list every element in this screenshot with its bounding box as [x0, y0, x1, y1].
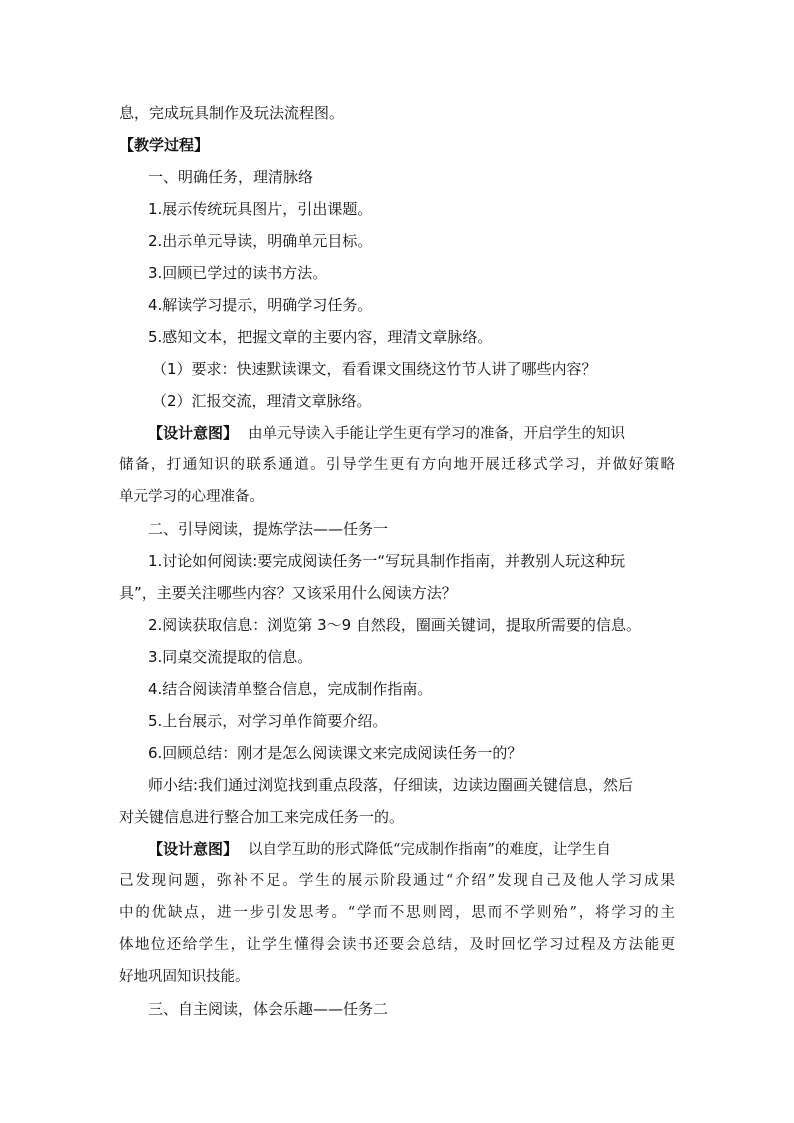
section-heading-teaching-process: 【教学过程】 [119, 136, 210, 154]
list-item: 6.回顾总结：刚才是怎么阅读课文来完成阅读任务一的？ [148, 744, 523, 762]
design-intent-paragraph-2 [148, 839, 611, 860]
text-line: 中的优缺点，进一步引发思考。“学而不思则罔，思而不学则殆”，将学习的主 [119, 905, 675, 921]
section-heading-one: 一、明确任务，理清脉络 [148, 168, 314, 186]
sub-list-item: （2）汇报交流，理清文章脉络。 [152, 392, 372, 410]
section-heading-two: 二、引导阅读，提炼学法——任务一 [148, 520, 389, 538]
text-line: 好地巩固知识技能。 [119, 969, 250, 985]
design-intent-paragraph-1 [148, 423, 625, 444]
list-item: 5.上台展示，对学习单作简要介绍。 [148, 712, 388, 730]
design-intent-label: 【设计意图】 [148, 424, 239, 442]
text-line: 单元学习的心理准备。 [119, 489, 264, 505]
design-intent-text: 由单元导读入手能让学生更有学习的准备，开启学生的知识 [248, 426, 626, 442]
text-line: 具”，主要关注哪些内容？又该采用什么阅读方法？ [119, 584, 457, 602]
text-line: 体地位还给学生，让学生懂得会读书还要会总结，及时回忆学习过程及方法能更 [119, 937, 675, 953]
text-line: 对关键信息进行整合加工来完成任务一的。 [119, 808, 405, 826]
sub-list-item: （1）要求：快速默读课文，看看课文围绕这竹节人讲了哪些内容？ [152, 360, 597, 378]
list-item: 4.结合阅读清单整合信息，完成制作指南。 [148, 680, 433, 698]
list-item: 3.回顾已学过的读书方法。 [148, 264, 328, 282]
text-line: 己发现问题，弥补不足。学生的展示阶段通过“介绍”发现自己及他人学习成果 [119, 873, 675, 889]
list-item: 1.讨论如何阅读:要完成阅读任务一“写玩具制作指南，并教别人玩这种玩 [148, 552, 626, 570]
section-heading-three: 三、自主阅读，体会乐趣——任务二 [148, 1000, 389, 1018]
list-item: 2.出示单元导读，明确单元目标。 [148, 232, 373, 250]
text-line: 息，完成玩具制作及玩法流程图。 [119, 104, 345, 122]
list-item: 5.感知文本，把握文章的主要内容，理清文章脉络。 [148, 328, 493, 346]
design-intent-label: 【设计意图】 [148, 840, 239, 858]
list-item: 1.展示传统玩具图片，引出课题。 [148, 200, 373, 218]
list-item: 2.阅读获取信息：浏览第 3～9 自然段，圈画关键词，提取所需要的信息。 [148, 616, 641, 634]
teacher-summary: 师小结:我们通过浏览找到重点段落，仔细读，边读边圈画关键信息，然后 [148, 776, 634, 794]
list-item: 3.同桌交流提取的信息。 [148, 648, 313, 666]
design-intent-text: 以自学互助的形式降低“完成制作指南”的难度，让学生自 [248, 842, 611, 858]
text-line: 储备，打通知识的联系通道。引导学生更有方向地开展迁移式学习，并做好策略 [119, 457, 675, 473]
list-item: 4.解读学习提示，明确学习任务。 [148, 296, 373, 314]
